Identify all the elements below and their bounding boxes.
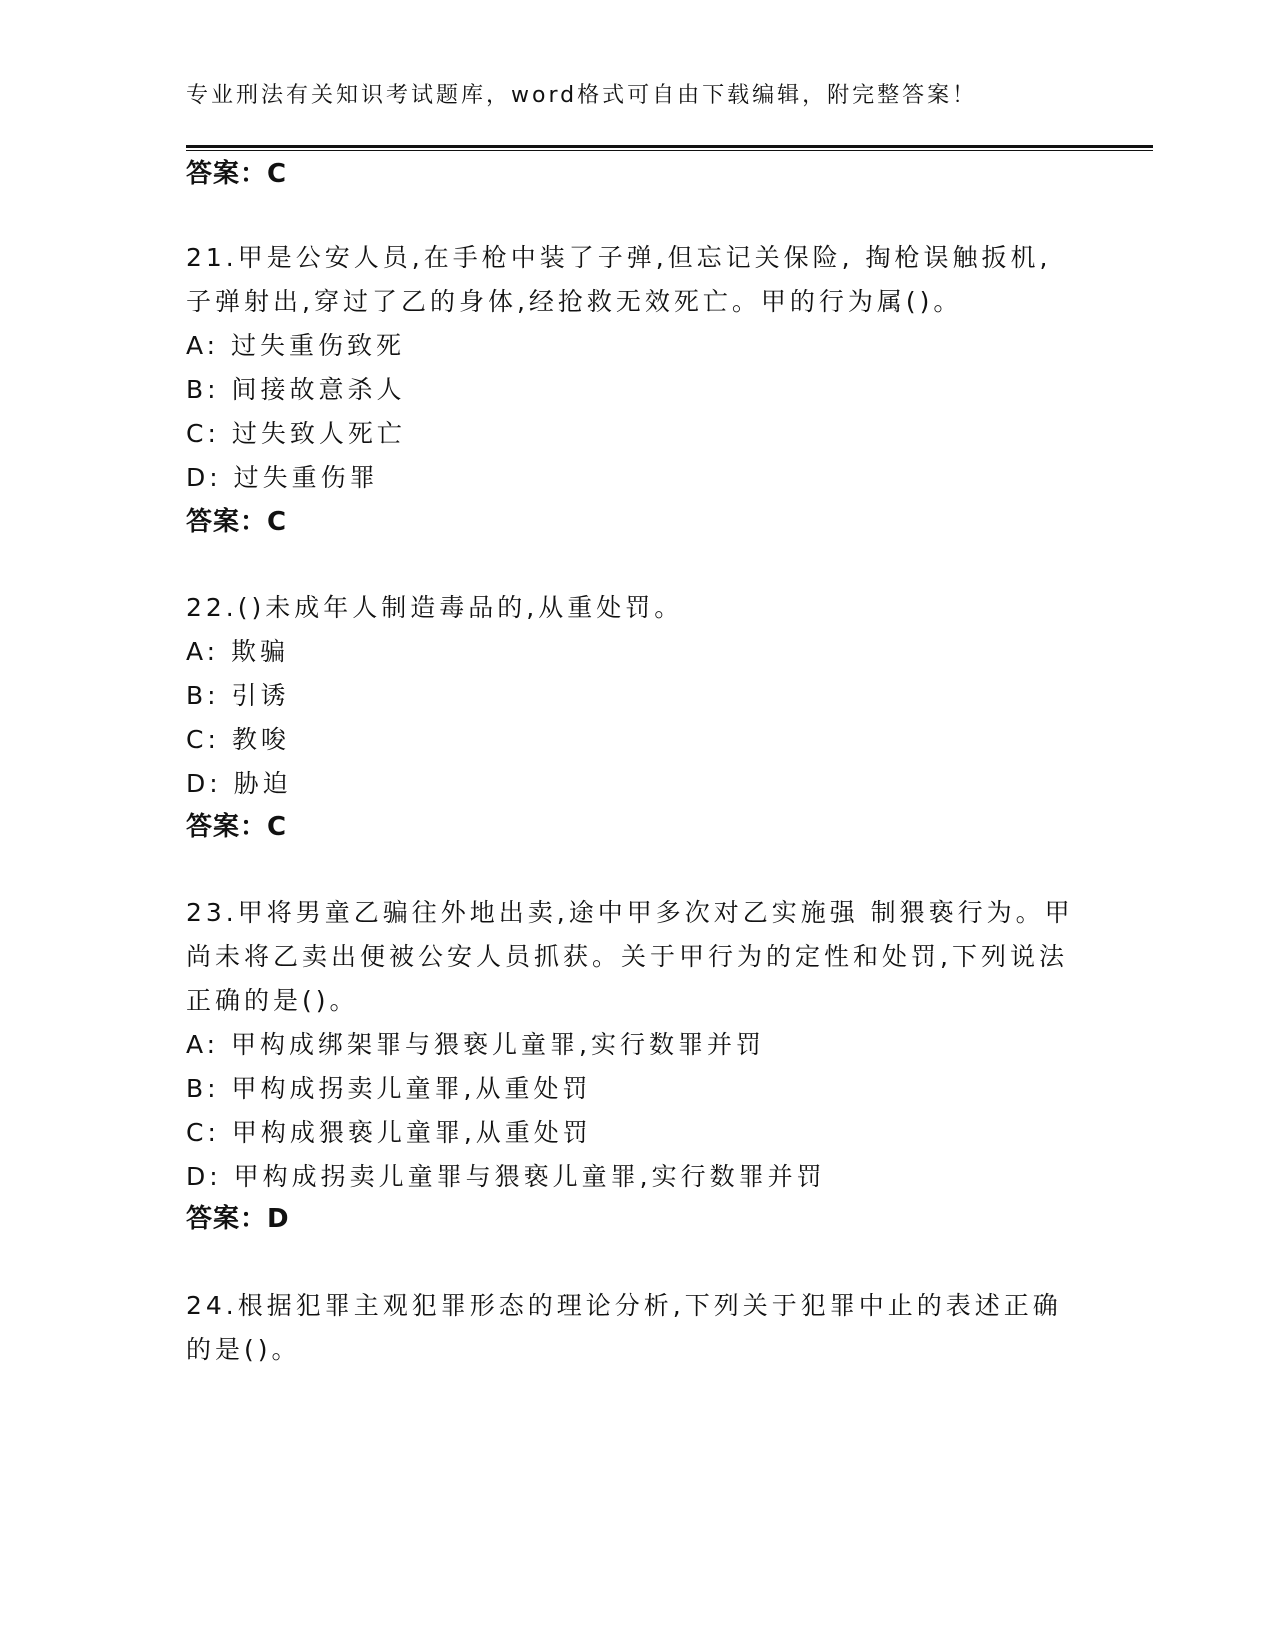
question-23-option-d: D: 甲构成拐卖儿童罪与猥亵儿童罪,实行数罪并罚	[186, 1162, 826, 1191]
question-22-option-b: B: 引诱	[186, 681, 290, 710]
question-21-option-c: C: 过失致人死亡	[186, 419, 406, 448]
question-21-line-2: 子弹射出,穿过了乙的身体,经抢救无效死亡。甲的行为属()。	[186, 287, 963, 316]
header-rule-thick	[186, 145, 1153, 148]
question-24-line-2: 的是()。	[186, 1335, 301, 1364]
answer-previous: 答案：C	[186, 159, 288, 189]
question-22-line-1: 22.()未成年人制造毒品的,从重处罚。	[186, 593, 684, 622]
question-22-option-a: A: 欺骗	[186, 637, 290, 666]
question-21-option-d: D: 过失重伤罪	[186, 463, 379, 492]
header-text: 专业刑法有关知识考试题库，word格式可自由下载编辑，附完整答案！	[186, 83, 978, 108]
question-23-option-b: B: 甲构成拐卖儿童罪,从重处罚	[186, 1074, 592, 1103]
question-22-option-d: D: 胁迫	[186, 769, 292, 798]
question-22-option-c: C: 教唆	[186, 725, 290, 754]
question-23-option-c: C: 甲构成猥亵儿童罪,从重处罚	[186, 1118, 592, 1147]
question-23-line-1: 23.甲将男童乙骗往外地出卖,途中甲多次对乙实施强 制猥亵行为。甲	[186, 898, 1074, 927]
question-21-line-1: 21.甲是公安人员,在手枪中装了子弹,但忘记关保险, 掏枪误触扳机,	[186, 243, 1052, 272]
question-23-answer: 答案：D	[186, 1204, 290, 1234]
question-21-answer: 答案：C	[186, 507, 288, 537]
question-23-option-a: A: 甲构成绑架罪与猥亵儿童罪,实行数罪并罚	[186, 1030, 765, 1059]
question-24-line-1: 24.根据犯罪主观犯罪形态的理论分析,下列关于犯罪中止的表述正确	[186, 1291, 1062, 1320]
question-21-option-b: B: 间接故意杀人	[186, 375, 406, 404]
question-23-line-3: 正确的是()。	[186, 986, 359, 1015]
header-rule-thin	[186, 150, 1153, 151]
question-22-answer: 答案：C	[186, 812, 288, 842]
question-23-line-2: 尚未将乙卖出便被公安人员抓获。关于甲行为的定性和处罚,下列说法	[186, 942, 1068, 971]
question-21-option-a: A: 过失重伤致死	[186, 331, 406, 360]
